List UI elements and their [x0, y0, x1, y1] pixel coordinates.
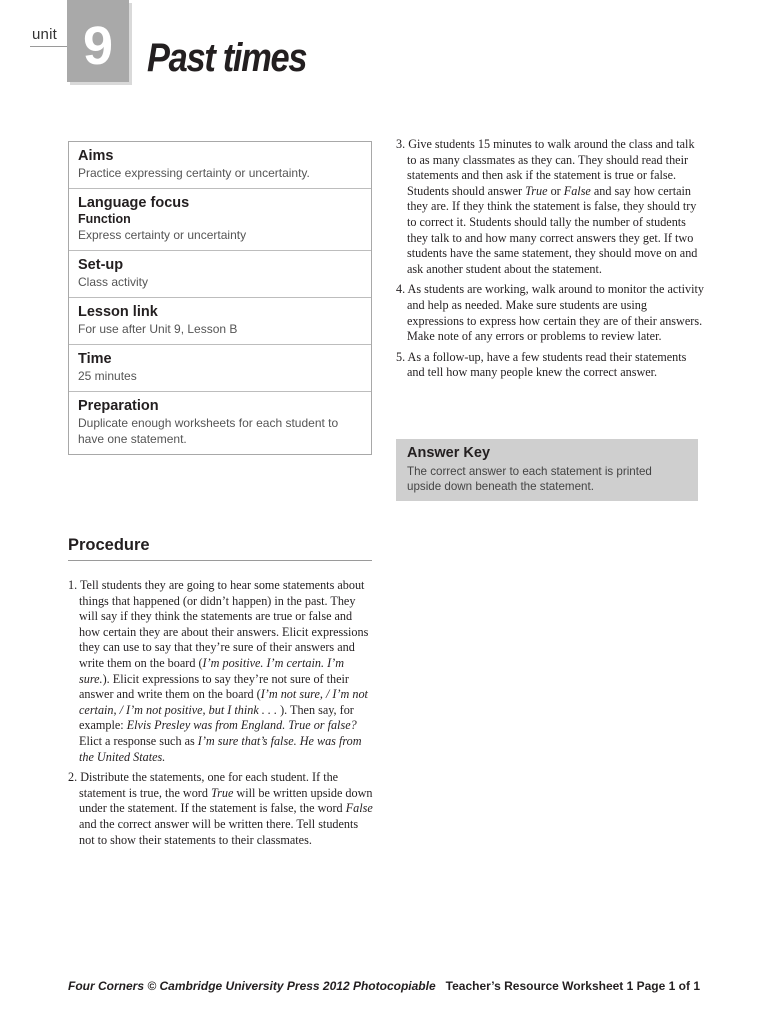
- lesson-link-text: For use after Unit 9, Lesson B: [78, 322, 238, 336]
- footer-page-info: Teacher’s Resource Worksheet 1 Page 1 of 1: [445, 979, 700, 993]
- preparation-heading: Preparation: [78, 398, 159, 414]
- step-number: 1.: [68, 578, 80, 592]
- language-focus-text: Express certainty or uncertainty: [78, 228, 247, 242]
- step-text: ). Elicit expressions to say they’re not sure of their answer and write them on the board (: [79, 671, 349, 702]
- setup-heading: Set-up: [78, 257, 124, 273]
- procedure-rule: [68, 560, 372, 561]
- lesson-link-heading: Lesson link: [78, 304, 158, 320]
- procedure-step-3: [396, 137, 706, 277]
- answer-key-box: [396, 439, 698, 501]
- step-text: Elict a response such as: [79, 733, 198, 748]
- time-heading: Time: [78, 351, 112, 367]
- setup-text: Class activity: [78, 275, 149, 289]
- step-text: Give students 15 minutes to walk around the class and talk to as many classmates as they can. They should read their statements and then ask if the statement is true or false. Students should answer: [407, 137, 695, 198]
- step-text: or: [547, 183, 564, 198]
- time-text: 25 minutes: [78, 369, 137, 383]
- step-italic-text: I’m sure that’s false. He was from the United States.: [79, 733, 362, 764]
- procedure-step-4: [396, 282, 706, 344]
- step-italic-text: True: [525, 183, 548, 198]
- step-italic-text: I’m not sure, / I’m not certain, / I’m not positive, but I think . . .: [79, 687, 368, 717]
- answer-key-heading: Answer Key: [407, 445, 491, 461]
- step-italic-text: Elvis Presley was from England. True or false?: [126, 718, 357, 733]
- language-focus-subheading: Function: [78, 212, 131, 226]
- unit-number: 9: [82, 16, 114, 76]
- lesson-link-section: [69, 297, 371, 344]
- page-title: Past times: [147, 36, 307, 80]
- aims-text: Practice expressing certainty or uncertainty.: [78, 166, 310, 180]
- step-number: 5.: [396, 349, 408, 364]
- step-italic-text: False: [563, 183, 591, 198]
- step-text: ). Then say, for example:: [79, 702, 354, 733]
- procedure-step-2: [68, 770, 374, 848]
- step-text: will be written upside down under the statement. If the statement is false, the word: [79, 785, 373, 816]
- step-text: As students are working, walk around to monitor the activity and help as needed. Make sure students are using expressions to express how certain they are of their answers. Make note of any errors or problems to review later.: [407, 282, 705, 344]
- procedure-steps-left-column: [68, 578, 374, 853]
- lesson-info-box: [68, 141, 372, 455]
- step-text: and say how certain they are. If they think the statement is false, they should try to correct it. Students should tally the number of students they talk to and how many correct answers they get. If two students have the same statement, they should move on and ask another student about the statement.: [407, 183, 698, 276]
- procedure-step-1: [68, 578, 374, 765]
- step-italic-text: I’m positive. I’m certain. I’m sure.: [79, 655, 344, 686]
- aims-section: [69, 142, 371, 188]
- time-section: [69, 344, 371, 391]
- unit-label: unit: [32, 26, 57, 43]
- procedure-step-5: [396, 350, 706, 381]
- step-text: Distribute the statements, one for each student. If the statement is true, the word: [79, 770, 339, 800]
- language-focus-heading: Language focus: [78, 195, 190, 211]
- step-text: and the correct answer will be written there. Tell students not to show their statements to their classmates.: [79, 816, 359, 847]
- preparation-text: Duplicate enough worksheets for each student to have one statement.: [78, 416, 339, 446]
- step-text: As a follow-up, have a few students read their statements and tell how many people knew the correct answer.: [407, 349, 687, 380]
- step-italic-text: True: [211, 785, 234, 800]
- step-number: 4.: [396, 282, 408, 297]
- step-number: 3.: [396, 137, 409, 151]
- step-italic-text: False: [345, 801, 373, 816]
- language-focus-section: [69, 188, 371, 250]
- procedure-steps-right-column: [396, 137, 706, 386]
- answer-key-text: The correct answer to each statement is printed upside down beneath the statement.: [407, 465, 652, 493]
- step-text: Tell students they are going to hear some statements about things that happened (or didn’t happen) in the past. They will say if they think the statements are true or false and how certain they are about their answers. Elicit expressions they can use to say that they’re sure of their answers and write them on the board (: [79, 578, 369, 670]
- setup-section: [69, 250, 371, 297]
- footer-copyright: Four Corners © Cambridge University Press 2012 Photocopiable: [68, 979, 436, 993]
- unit-label-rule: [30, 46, 68, 47]
- preparation-section: [69, 391, 371, 454]
- step-number: 2.: [68, 770, 81, 785]
- aims-heading: Aims: [78, 148, 114, 164]
- procedure-heading: Procedure: [68, 536, 150, 554]
